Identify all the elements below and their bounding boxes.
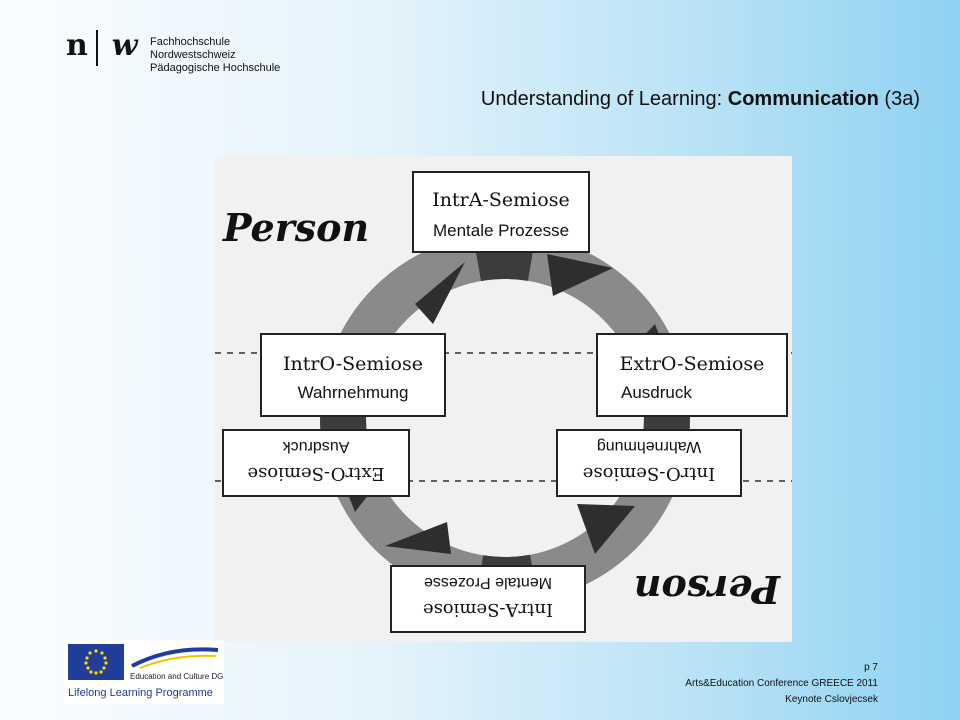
eu-flag-icon [68, 644, 124, 680]
box-subtitle: Mentale Prozesse [432, 221, 570, 240]
eu-program-label: Education and Culture DG [130, 672, 224, 681]
slide-title [481, 88, 920, 111]
box-title: ExtrO-Semiose [619, 353, 765, 375]
box-intro-semiose-right-inverted [557, 430, 741, 496]
box-intro-semiose-left [261, 334, 445, 416]
title-plain: Understanding of Learning: [480, 88, 728, 110]
box-subtitle: Wahrnehmung [596, 438, 702, 455]
institution-line-2: Pädagogische Hochschule [150, 62, 281, 74]
box-title: IntrO-Semiose [582, 463, 716, 484]
conference-name: Arts&Education Conference GREECE 2011 [685, 678, 878, 689]
box-subtitle: Ausdruck [621, 383, 692, 402]
box-subtitle: Wahrnehmung [297, 383, 409, 402]
logo-w: w [111, 28, 139, 63]
box-title: IntrA-Semiose [422, 599, 554, 620]
title-bold: Communication [727, 88, 879, 110]
box-title: IntrA-Semiose [432, 189, 570, 211]
keynote-speaker: Keynote Cslovjecsek [785, 694, 878, 705]
institution-line-1: Fachhochschule Nordwestschweiz [150, 36, 236, 61]
box-extro-semiose-right [597, 334, 787, 416]
title-suffix: (3a) [878, 88, 920, 110]
page-number: p 7 [864, 662, 878, 673]
cycle-ring [343, 256, 667, 580]
box-extro-semiose-left-inverted [223, 430, 409, 496]
institution-name [150, 36, 316, 75]
person-label-bottom: Person [633, 567, 780, 612]
person-label-top: Person [223, 205, 370, 250]
logo-separator [96, 30, 98, 66]
semiosis-diagram [215, 156, 792, 642]
box-subtitle: Ausdruck [282, 438, 350, 455]
eu-lifelong-learning-logo [64, 640, 224, 704]
logo-mark [66, 28, 139, 63]
nw-logo [66, 28, 316, 74]
box-intra-semiose-top [413, 172, 589, 252]
box-title: ExtrO-Semiose [247, 463, 385, 484]
swoosh-icon [130, 644, 220, 670]
lifelong-learning-label: Lifelong Learning Programme [68, 687, 213, 699]
box-intra-semiose-bottom-inverted [391, 566, 585, 632]
box-title: IntrO-Semiose [283, 353, 423, 375]
box-subtitle: Mentale Prozesse [423, 574, 553, 591]
logo-n: n [66, 28, 89, 63]
